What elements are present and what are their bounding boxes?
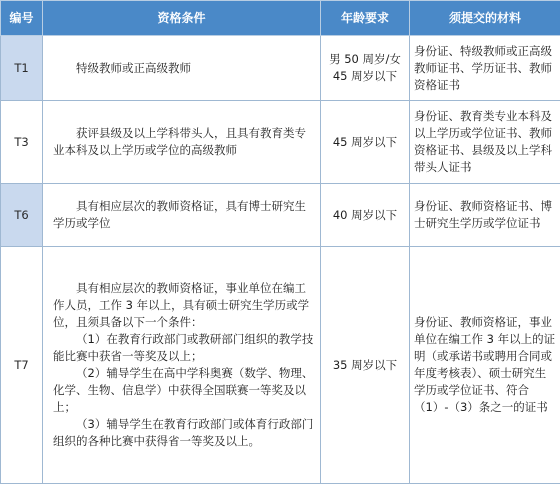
row-code: T7	[1, 247, 43, 484]
condition-item-3: （3）辅导学生在教育行政部门或体育行政部门组织的各种比赛中获得省一等奖及以上。	[53, 416, 314, 450]
row-conditions	[43, 184, 321, 247]
condition-text: 具有相应层次的教师资格证，事业单位在编工作人员，工作 3 年以上，具有硕士研究生学历或学位，且须具备以下一个条件：	[53, 280, 314, 331]
row-conditions	[43, 36, 321, 101]
row-age: 40 周岁以下	[321, 184, 410, 247]
condition-text: 获评县级及以上学科带头人，且具有教育类专业本科及以上学历或学位的高级教师	[53, 125, 314, 159]
row-code: T6	[1, 184, 43, 247]
table-row	[1, 247, 560, 484]
table-header-row	[1, 1, 560, 36]
row-conditions	[43, 247, 321, 484]
condition-item-2: （2）辅导学生在高中学科奥赛（数学、物理、化学、生物、信息学）中获得全国联赛一等奖及以上；	[53, 365, 314, 416]
row-documents: 身份证、教师资格证，事业单位在编工作 3 年以上的证明（或承诺书或聘用合同或年度考核表）、硕士研究生学历或学位证书、符合（1）-（3）条之一的证书	[410, 247, 560, 484]
row-code: T1	[1, 36, 43, 101]
header-age: 年龄要求	[321, 1, 410, 36]
row-documents: 身份证、教师资格证书、博士研究生学历或学位证书	[410, 184, 560, 247]
condition-item-1: （1）在教育行政部门或教研部门组织的教学技能比赛中获省一等奖及以上；	[53, 331, 314, 365]
row-documents: 身份证、特级教师或正高级教师证书、学历证书、教师资格证书	[410, 36, 560, 101]
row-conditions	[43, 101, 321, 184]
table-row	[1, 184, 560, 247]
condition-text: 具有相应层次的教师资格证，具有博士研究生学历或学位	[53, 198, 314, 232]
row-code: T3	[1, 101, 43, 184]
row-documents: 身份证、教育类专业本科及以上学历或学位证书、教师资格证书、县级及以上学科带头人证书	[410, 101, 560, 184]
header-conditions: 资格条件	[43, 1, 321, 36]
row-age: 35 周岁以下	[321, 247, 410, 484]
header-documents: 须提交的材料	[410, 1, 560, 36]
table-row	[1, 36, 560, 101]
table-row	[1, 101, 560, 184]
row-age: 45 周岁以下	[321, 101, 410, 184]
row-age: 男 50 周岁/女 45 周岁以下	[321, 36, 410, 101]
condition-text: 特级教师或正高级教师	[53, 60, 314, 77]
header-code: 编号	[1, 1, 43, 36]
